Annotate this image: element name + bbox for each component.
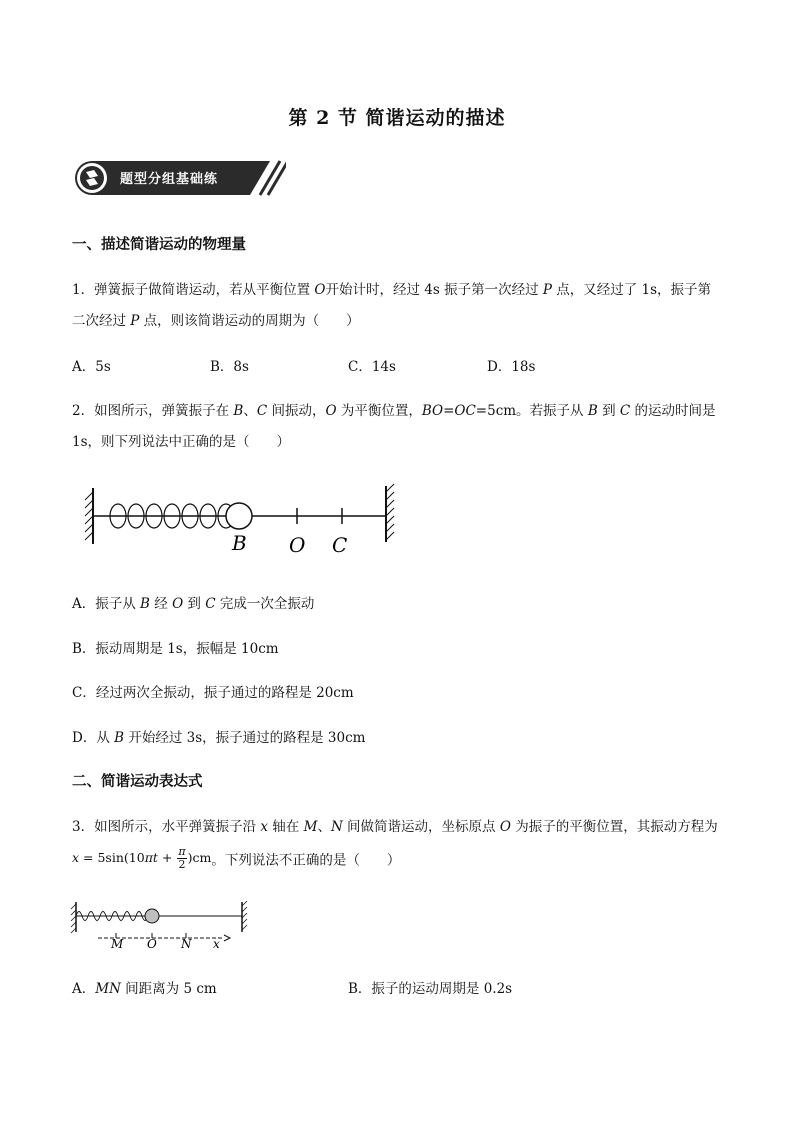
section-heading-2: 二、简谐运动表达式 [72, 773, 203, 790]
q2-spring-figure [80, 482, 400, 558]
label-x: x [213, 937, 220, 950]
q3-option-b: B．振子的运动周期是 0.2s [348, 981, 513, 997]
q1-line-1: 1．弹簧振子做简谐运动，若从平衡位置 O开始计时，经过 4s 振子第一次经过 P 点，又经过了 1s，振子第 [72, 282, 712, 298]
label-c: C [332, 533, 348, 557]
q3-oscillator-ball [145, 909, 159, 923]
oscillator-ball [226, 503, 252, 529]
page-title: 第 2 节 简谐运动的描述 [288, 107, 506, 129]
label-b: B [232, 531, 247, 555]
q2-line-1: 2．如图所示，弹簧振子在 B、C 间振动，O 为平衡位置，BO=OC=5cm。若振子从 B 到 C 的运动时间是 [72, 403, 716, 419]
q2-option-a: A．振子从 B 经 O 到 C 完成一次全振动 [72, 596, 315, 612]
section-badge [74, 160, 286, 196]
label-o: O [147, 937, 157, 950]
label-n: N [181, 937, 192, 950]
q1-option-d: D．18s [487, 359, 536, 375]
q1-option-c: C．14s [348, 359, 396, 375]
section-heading-1: 一、描述简谐运动的物理量 [72, 236, 246, 253]
q2-option-d: D．从 B 开始经过 3s，振子通过的路程是 30cm [72, 730, 366, 746]
q1-line-2: 二次经过 P 点，则该简谐运动的周期为（ ） [72, 313, 360, 329]
label-o: O [289, 533, 306, 557]
q3-option-a: A．MN 间距离为 5 cm [72, 981, 217, 997]
q3-equation: x = 5sin(10πt + $\frac{\pi}{2}$ )cm [72, 845, 212, 871]
q3-line-1: 3．如图所示，水平弹簧振子沿 x 轴在 M、N 间做简谐运动，坐标原点 O 为振子的平衡位置，其振动方程为 [72, 819, 718, 835]
q2-line-2: 1s，则下列说法中正确的是（ ） [72, 434, 291, 450]
q2-option-b: B．振动周期是 1s，振幅是 10cm [72, 641, 279, 657]
q1-option-b: B．8s [210, 359, 249, 375]
label-m: M [111, 937, 124, 950]
q2-option-c: C．经过两次全振动，振子通过的路程是 20cm [72, 685, 354, 701]
q3-fraction: $\frac{\pi}{2}$ [178, 845, 186, 871]
q3-spring-figure [70, 898, 250, 950]
q3-line-2: x = 5sin(10πt + $\frac{\pi}{2}$ )cm。下列说法不正确的是（ ） [72, 845, 401, 871]
badge-label: 题型分组基础练 [120, 172, 219, 187]
q1-option-a: A．5s [72, 359, 111, 375]
